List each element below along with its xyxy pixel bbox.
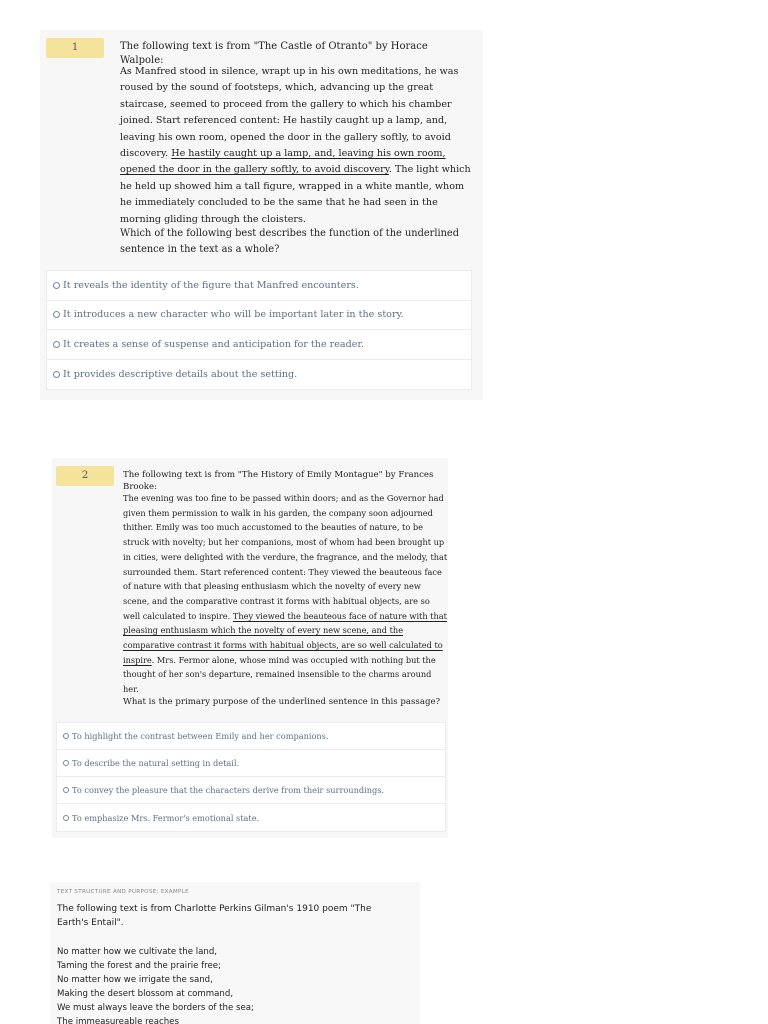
- choice-label: It reveals the identity of the figure that Manfred encounters.: [63, 279, 359, 291]
- radio-icon[interactable]: [63, 733, 69, 739]
- radio-icon[interactable]: [53, 371, 60, 378]
- answer-choice-b[interactable]: [47, 301, 471, 331]
- poem-text: [57, 945, 387, 1024]
- choice-label: It introduces a new character who will be important later in the story.: [63, 309, 404, 321]
- poem-line: The immeasureable reaches: [57, 1017, 179, 1024]
- choice-label: To emphasize Mrs. Fermor's emotional state.: [72, 812, 260, 823]
- poem-line: We must always leave the borders of the sea;: [57, 1003, 254, 1013]
- question-card-2: [52, 458, 448, 838]
- choice-label: It creates a sense of suspense and anticipation for the reader.: [63, 338, 365, 350]
- poem-line: Taming the forest and the prairie free;: [57, 961, 221, 971]
- answer-choice-d[interactable]: [57, 804, 445, 831]
- question-number-badge: 2: [56, 466, 114, 486]
- poem-line: No matter how we irrigate the sand,: [57, 975, 213, 985]
- radio-icon[interactable]: [53, 341, 60, 348]
- answer-choice-c[interactable]: [47, 330, 471, 360]
- passage-text: [123, 491, 448, 697]
- radio-icon[interactable]: [53, 282, 60, 289]
- radio-icon[interactable]: [63, 760, 69, 766]
- answer-choice-a[interactable]: [57, 723, 445, 750]
- question-prompt: What is the primary purpose of the underlined sentence in this passage?: [123, 697, 441, 707]
- example-section: [50, 882, 420, 1024]
- answer-choice-d[interactable]: [47, 360, 471, 390]
- answer-choice-b[interactable]: [57, 750, 445, 777]
- radio-icon[interactable]: [63, 815, 69, 821]
- choice-label: To convey the pleasure that the characters derive from their surroundings.: [72, 785, 385, 795]
- question-prompt: Which of the following best describes the function of the underlined sentence in the text as a whole?: [120, 228, 459, 255]
- choice-label: It provides descriptive details about the setting.: [63, 369, 298, 381]
- radio-icon[interactable]: [53, 311, 60, 318]
- underlined-sentence: He hastily caught up a lamp, and, leaving his own room, opened the door in the gallery softly, to avoid discovery: [120, 148, 446, 176]
- passage-before: The evening was too fine to be passed within doors; and as the Governor had given them permission to walk in his garden, the company soon adjourned thither. Emily was too much accustomed to the beauties of nature, to be struck with novelty; but her companions, most of whom had been brought up in cities, were delighted with the verdure, the fragrance, and the melody, that surrounded them. Start referenced content: They viewed the beauteous face of nature with that pleasing enthusiasm which the novelty of every new scene, and the comparative contrast it forms with habitual objects, are so well calculated to inspire.: [123, 493, 448, 621]
- passage-intro: The following text is from "The Castle of Otranto" by Horace Walpole:: [120, 41, 428, 66]
- choice-label: To highlight the contrast between Emily and her companions.: [72, 731, 329, 741]
- example-intro: The following text is from Charlotte Perkins Gilman's 1910 poem "The Earth's Entail".: [57, 904, 372, 928]
- passage-intro: The following text is from "The History of Emily Montague" by Frances Brooke:: [123, 470, 434, 492]
- question-number-badge: 1: [46, 38, 104, 58]
- answer-choices: [56, 722, 446, 832]
- section-label: TEXT STRUCTURE AND PURPOSE: EXAMPLE: [57, 889, 189, 895]
- passage-after: . The light which he held up showed him a tall figure, wrapped in a white mantle, whom he immediately concluded to be the same that he had seen in the morning gliding through the cloisters.: [120, 164, 471, 225]
- radio-icon[interactable]: [63, 787, 69, 793]
- question-card-1: [40, 30, 483, 400]
- answer-choices: [46, 270, 472, 390]
- passage-text: [120, 64, 476, 228]
- underlined-sentence: They viewed the beauteous face of nature with that pleasing enthusiasm which the novelty of every new scene, and the comparative contrast it forms with habitual objects, are so well calculated to inspire: [123, 610, 447, 665]
- answer-choice-c[interactable]: [57, 777, 445, 804]
- answer-choice-a[interactable]: [47, 271, 471, 301]
- poem-line: Making the desert blossom at command,: [57, 989, 234, 999]
- passage-before: As Manfred stood in silence, wrapt up in his own meditations, he was roused by the sound of footsteps, which, advancing up the great staircase, seemed to proceed from the gallery to which his chamber joined. Start referenced content: He hastily caught up a lamp, and, leaving his own room, opened the door in the gallery softly, to avoid discovery.: [120, 66, 459, 160]
- choice-label: To describe the natural setting in detail.: [72, 758, 240, 768]
- poem-line: No matter how we cultivate the land,: [57, 947, 218, 957]
- passage-after: . Mrs. Fermor alone, whose mind was occupied with nothing but the thought of her son's departure, remained insensible to the charms around her.: [123, 654, 436, 695]
